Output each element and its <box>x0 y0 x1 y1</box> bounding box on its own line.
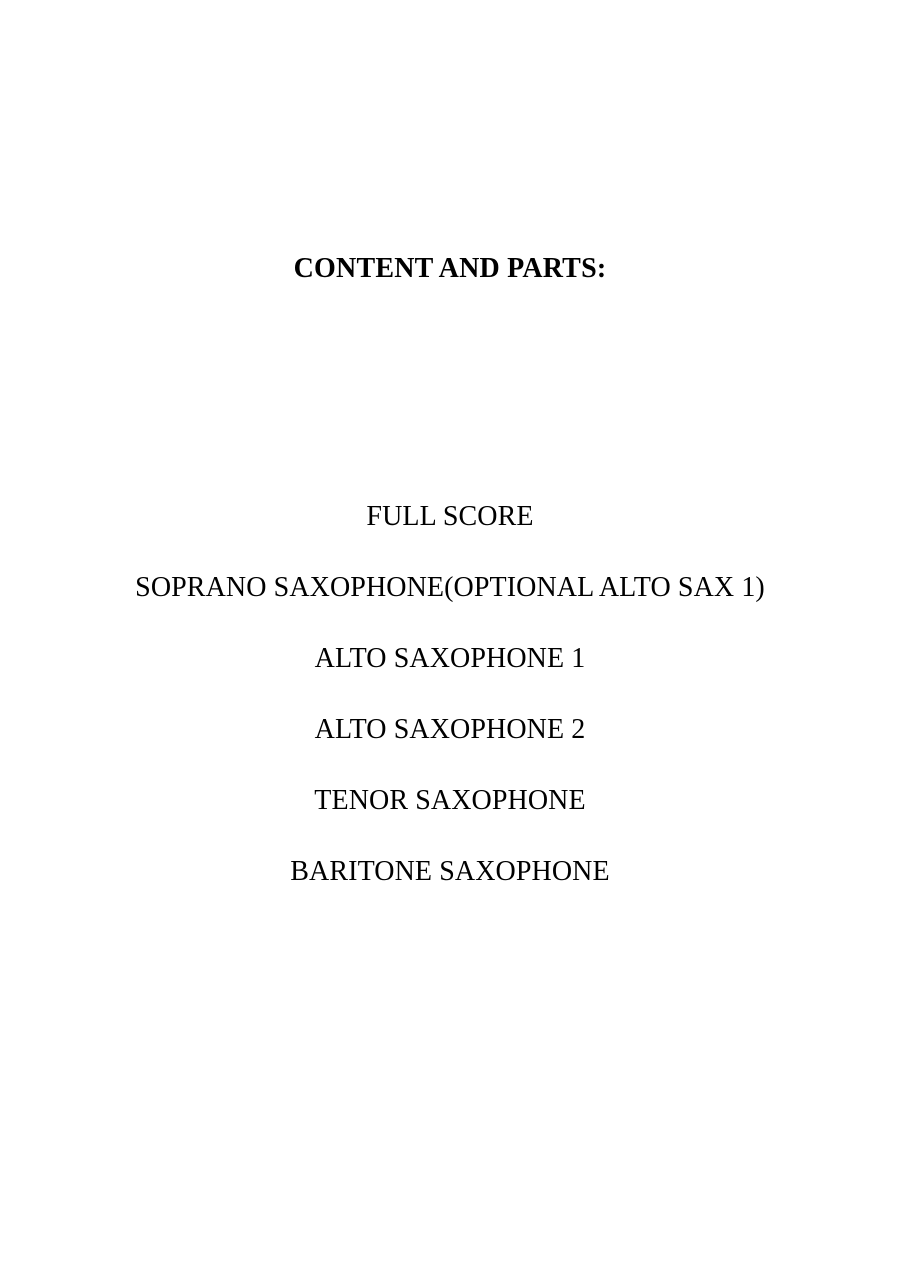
part-item-tenor-saxophone: TENOR SAXOPHONE <box>314 785 586 816</box>
page-title: CONTENT AND PARTS: <box>293 253 607 284</box>
part-item-full-score: FULL SCORE <box>366 501 534 532</box>
parts-list <box>0 500 900 926</box>
part-item-alto-saxophone-2: ALTO SAXOPHONE 2 <box>314 714 586 745</box>
part-item-soprano-saxophone: SOPRANO SAXOPHONE(OPTIONAL ALTO SAX 1) <box>135 572 765 603</box>
part-item-alto-saxophone-1: ALTO SAXOPHONE 1 <box>314 643 586 674</box>
part-item-baritone-saxophone: BARITONE SAXOPHONE <box>290 856 610 887</box>
